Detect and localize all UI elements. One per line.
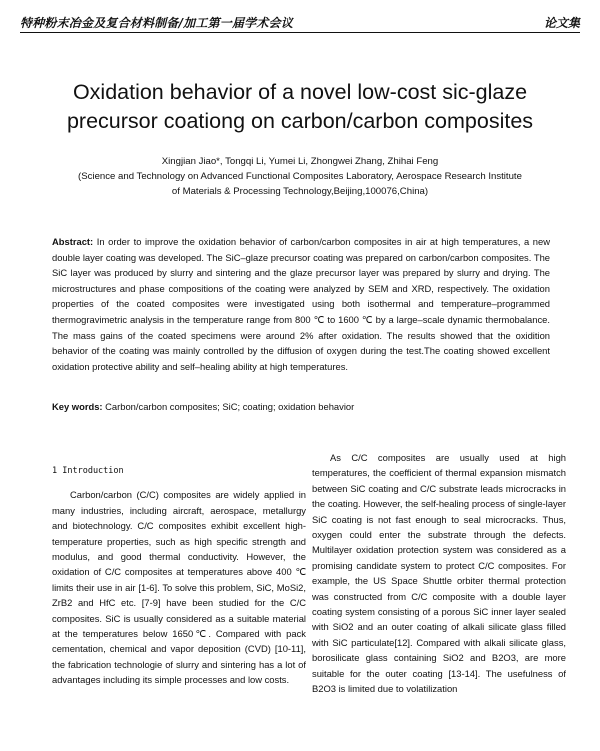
paper-title — [40, 78, 560, 136]
section-name: 论文集 — [543, 16, 580, 30]
abstract-text: In order to improve the oxidation behavior of carbon/carbon composites in air at high temperatures, a new double layer coating was developed. The SiC–glaze precursor coating was prepared on carbon/carbon composites. The SiC layer was produced by slurry and sintering and the glaze precursor layer was prepared by slurry and drying. The microstructures and phase compositions of the coating were analyzed by SEM and XRD, respectively. The oxidation properties of the coated composites were investigated using both isothermal and temperature–programmed thermogravimetric analysis in the temperature range from 800 ℃ to 1600 ℃ by a large–scale dynamic thermobalance. The mass gains of the coated specimens were around 2% after oxidation. The results showed that the oxidition behavior of the coating was mainly controlled by the diffusion of oxygen during the test.The coating showed excellent oxidation protective ability and self–healing ability at high temperatures. — [52, 236, 550, 372]
left-column — [52, 464, 306, 688]
affiliation — [60, 169, 540, 199]
journal-name: 特种粉末冶金及复合材料制备/加工第一届学术会议 — [20, 16, 293, 30]
keywords-text: Carbon/carbon composites; SiC; coating; oxidation behavior — [102, 401, 355, 412]
affiliation-line-1: (Science and Technology on Advanced Functional Composites Laboratory, Aerospace Research Institute — [78, 171, 522, 182]
affiliation-line-2: of Materials & Processing Technology,Beijing,100076,China) — [171, 186, 429, 197]
intro-heading: 1 Introduction — [52, 466, 124, 476]
right-column — [312, 450, 566, 697]
intro-right-paragraph: As C/C composites are usually used at high temperatures, the coefficient of thermal expansion mismatch between SiC coating and C/C substrate leads microcracks in the coating. However, the self-healing process of single-layer SiC coating is not fast enough to seal microcracks. Thus, oxygen could enter the substrate through the defects. Multilayer oxidation protection system was considered as a promising candidate system to protect C/C composites. For example, the US Space Shuttle orbiter thermal protection was constructed from C/C composite with a double layer coating system consisting of a porous SiC inner layer sealed with SiO2 and an outer coating of alkali silicate glass filled with SiC particulate[12]. Compared with alkali silicate glass, borosilicate glass containing SiO2 and B2O3, are more suitable for the outer coating [13-14]. The usefulness of B2O3 is limited due to volatilization — [312, 452, 566, 695]
running-header — [20, 12, 580, 34]
authors: Xingjian Jiao*, Tongqi Li, Yumei Li, Zhongwei Zhang, Zhihai Feng — [161, 156, 439, 167]
keywords — [52, 400, 550, 414]
abstract-label: Abstract: — [52, 236, 94, 247]
title-line-2: precursor coationg on carbon/carbon composites — [66, 109, 534, 133]
intro-left-paragraph: Carbon/carbon (C/C) composites are widely applied in many industries, including aircraft, aerospace, metallurgy and biotechnology. C/C composites exhibit excellent high-temperature properties, such as high specific strength and modulus, and good thermal conductivity. However, the oxidation of C/C composites at temperatures above 400 ℃ limits their use in air [1-6]. To solve this problem, SiC, MoSi2, ZrB2 and HfC etc. [7-9] have been studied for the C/C composites. SiC is usually considered as a suitable material at the temperatures below 1650℃. Compared with pack cementation, chemical and vapor deposition (CVD) [10-11], the fabrication technologie of slurry and sintering has a lot of advantages including its simple processes and low costs. — [52, 489, 306, 686]
title-line-1: Oxidation behavior of a novel low-cost sic-glaze — [72, 80, 528, 104]
keywords-label: Key words: — [52, 401, 103, 412]
header-rule — [20, 32, 580, 33]
abstract — [52, 234, 550, 374]
